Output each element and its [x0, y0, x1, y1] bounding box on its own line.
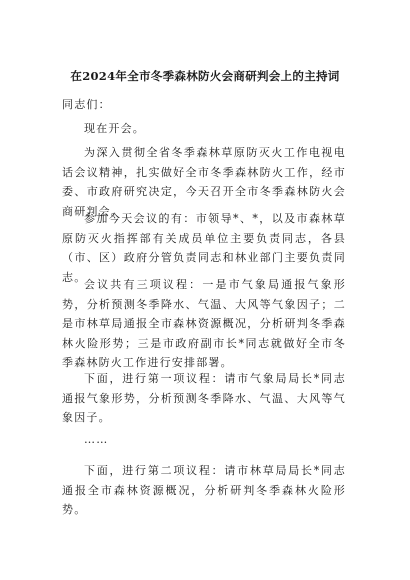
paragraph-attendees: 参加今天会议的有：市领导*、*，以及市森林草原防灭火指挥部有关成员单位主要负责同志，各县（市、区）政府分管负责同志和林业部门主要负责同志。: [62, 212, 346, 284]
paragraph-first-item: 下面，进行第一项议程：请市气象局局长*同志通报气象形势，分析预测冬季降水、气温、大风等气象因子。: [62, 372, 346, 424]
document-title: 在2024年全市冬季森林防火会商研判会上的主持词: [70, 69, 340, 83]
paragraph-second-item: 下面，进行第二项议程：请市林草局局长*同志通报全市森林资源概况，分析研判冬季森林火险形势。: [62, 464, 346, 516]
paragraph-agenda: 会议共有三项议程：一是市气象局通报气象形势，分析预测冬季降水、气温、大风等气象因子；二是市林草局通报全市森林资源概况，分析研判冬季森林火险形势；三是市政府副市长*同志就做好全市冬季森林防火工作进行安排部署。: [62, 278, 346, 369]
paragraph-opening: 现在开会。: [84, 122, 145, 135]
paragraph-ellipsis: ……: [84, 433, 109, 446]
greeting: 同志们：: [62, 98, 111, 111]
paragraph-purpose: 为深入贯彻全省冬季森林草原防灭火工作电视电话会议精神，扎实做好全市冬季森林防火工作，经市委、市政府研究决定，今天召开全市冬季森林防火会商研判会。: [62, 146, 346, 218]
